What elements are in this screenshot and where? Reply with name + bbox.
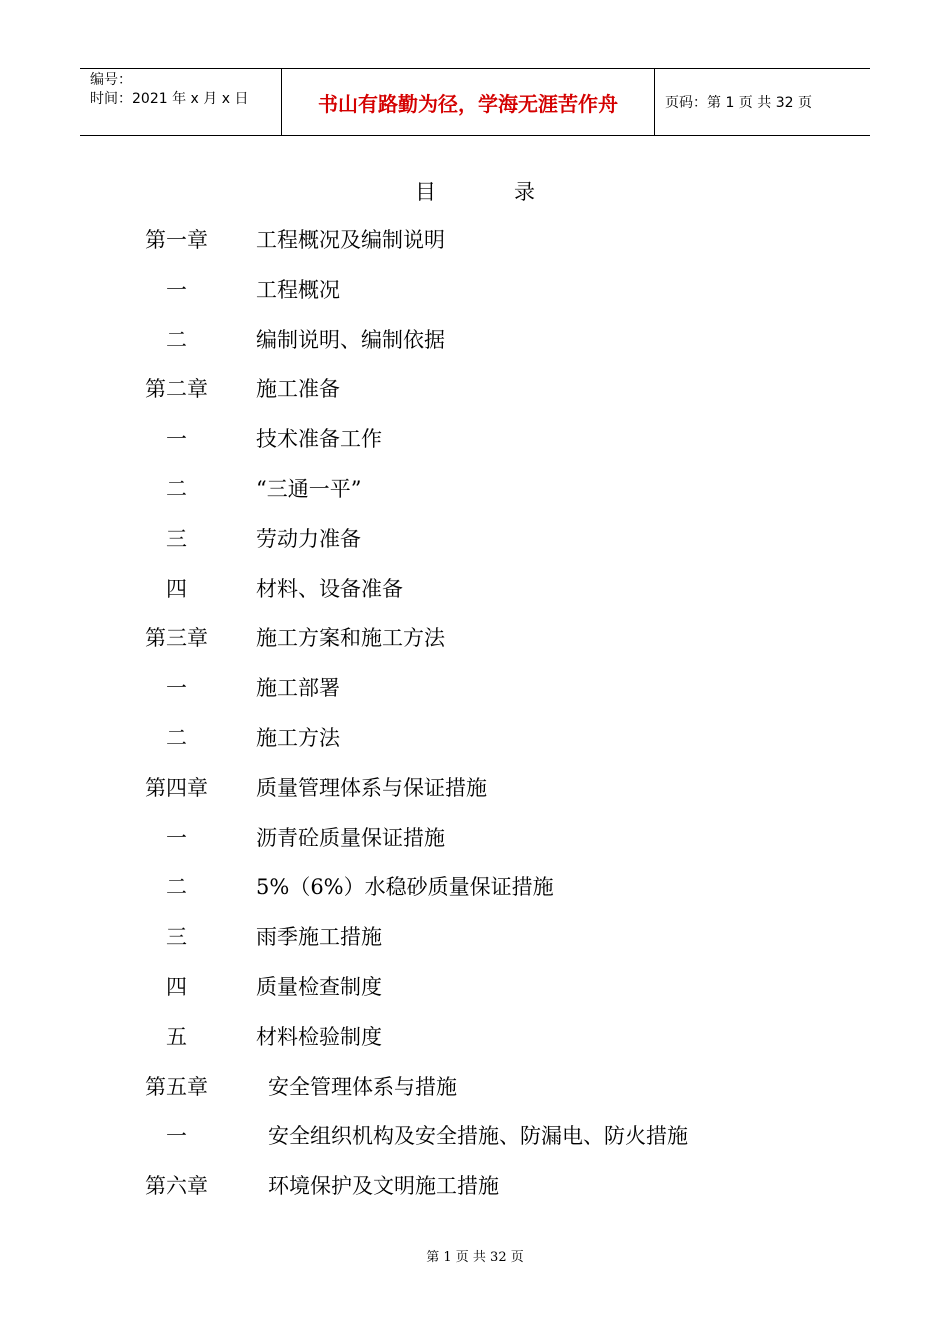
header-divider [654, 69, 655, 135]
toc-entry-title: 施工方法 [256, 726, 340, 750]
toc-entry-number: 四 [166, 975, 187, 999]
document-time: 时间：2021 年 x 月 x 日 [90, 91, 249, 107]
header-page-info: 页码：第 1 页 共 32 页 [665, 95, 812, 111]
toc-entry-title: 材料检验制度 [256, 1024, 382, 1049]
page-footer: 第 1 页 共 32 页 [426, 1250, 524, 1265]
toc-entry-title: 安全管理体系与措施 [268, 1074, 457, 1099]
toc-entry-number: 第五章 [145, 1074, 208, 1099]
toc-entry-title: 劳动力准备 [256, 526, 361, 551]
toc-entry-number: 一 [166, 825, 187, 850]
toc-entry-title: 技术准备工作 [256, 427, 382, 452]
toc-entry-number: 第二章 [145, 377, 208, 402]
toc-entry-number: 四 [166, 576, 187, 601]
toc-entry-number: 二 [166, 327, 187, 352]
toc-entry-number: 二 [166, 875, 187, 900]
toc-entry-title: 环境保护及文明施工措施 [268, 1174, 499, 1199]
toc-entry-title: 5%（6%）水稳砂质量保证措施 [256, 875, 554, 900]
toc-entry-number: 三 [166, 925, 187, 950]
toc-entry-number: 第四章 [145, 775, 208, 800]
toc-entry-number: 三 [166, 526, 187, 551]
header-meta [90, 71, 248, 109]
document-code-label: 编号： [90, 72, 132, 88]
toc-entry-title: 材料、设备准备 [256, 576, 403, 601]
toc-entry-title: 编制说明、编制依据 [256, 327, 445, 352]
toc-entry-title: 安全组织机构及安全措施、防漏电、防火措施 [268, 1124, 688, 1149]
toc-entry-number: 一 [166, 277, 187, 302]
toc-title-left: 目 [415, 180, 436, 204]
toc-title [0, 176, 950, 206]
toc-title-right: 录 [514, 180, 535, 204]
toc-entry-title: 施工准备 [256, 377, 340, 402]
toc-entry-title: 工程概况及编制说明 [256, 228, 445, 252]
toc-entry-number: 第三章 [145, 626, 208, 651]
toc-entry-title: 施工方案和施工方法 [256, 626, 445, 651]
document-header [80, 68, 870, 136]
toc-entry-title: 工程概况 [256, 277, 340, 302]
toc-entry-number: 二 [166, 477, 187, 501]
toc-entry-number: 一 [166, 427, 187, 452]
toc-entry-title: 质量检查制度 [256, 975, 382, 999]
toc-entry-number: 一 [166, 1124, 187, 1149]
toc-entry-title: 质量管理体系与保证措施 [256, 775, 487, 800]
toc-entry-number: 一 [166, 676, 187, 701]
toc-entry-number: 二 [166, 726, 187, 750]
toc-entry-number: 五 [166, 1024, 187, 1049]
toc-entry-title: 施工部署 [256, 676, 340, 701]
toc-entry-number: 第六章 [145, 1174, 208, 1199]
toc-entry-title: 雨季施工措施 [256, 925, 382, 950]
header-motto: 书山有路勤为径，学海无涯苦作舟 [318, 91, 618, 116]
toc-entry-title: 沥青砼质量保证措施 [256, 825, 445, 850]
toc-entry-number: 第一章 [145, 228, 208, 252]
toc-entry-title: “三通一平” [256, 477, 362, 501]
